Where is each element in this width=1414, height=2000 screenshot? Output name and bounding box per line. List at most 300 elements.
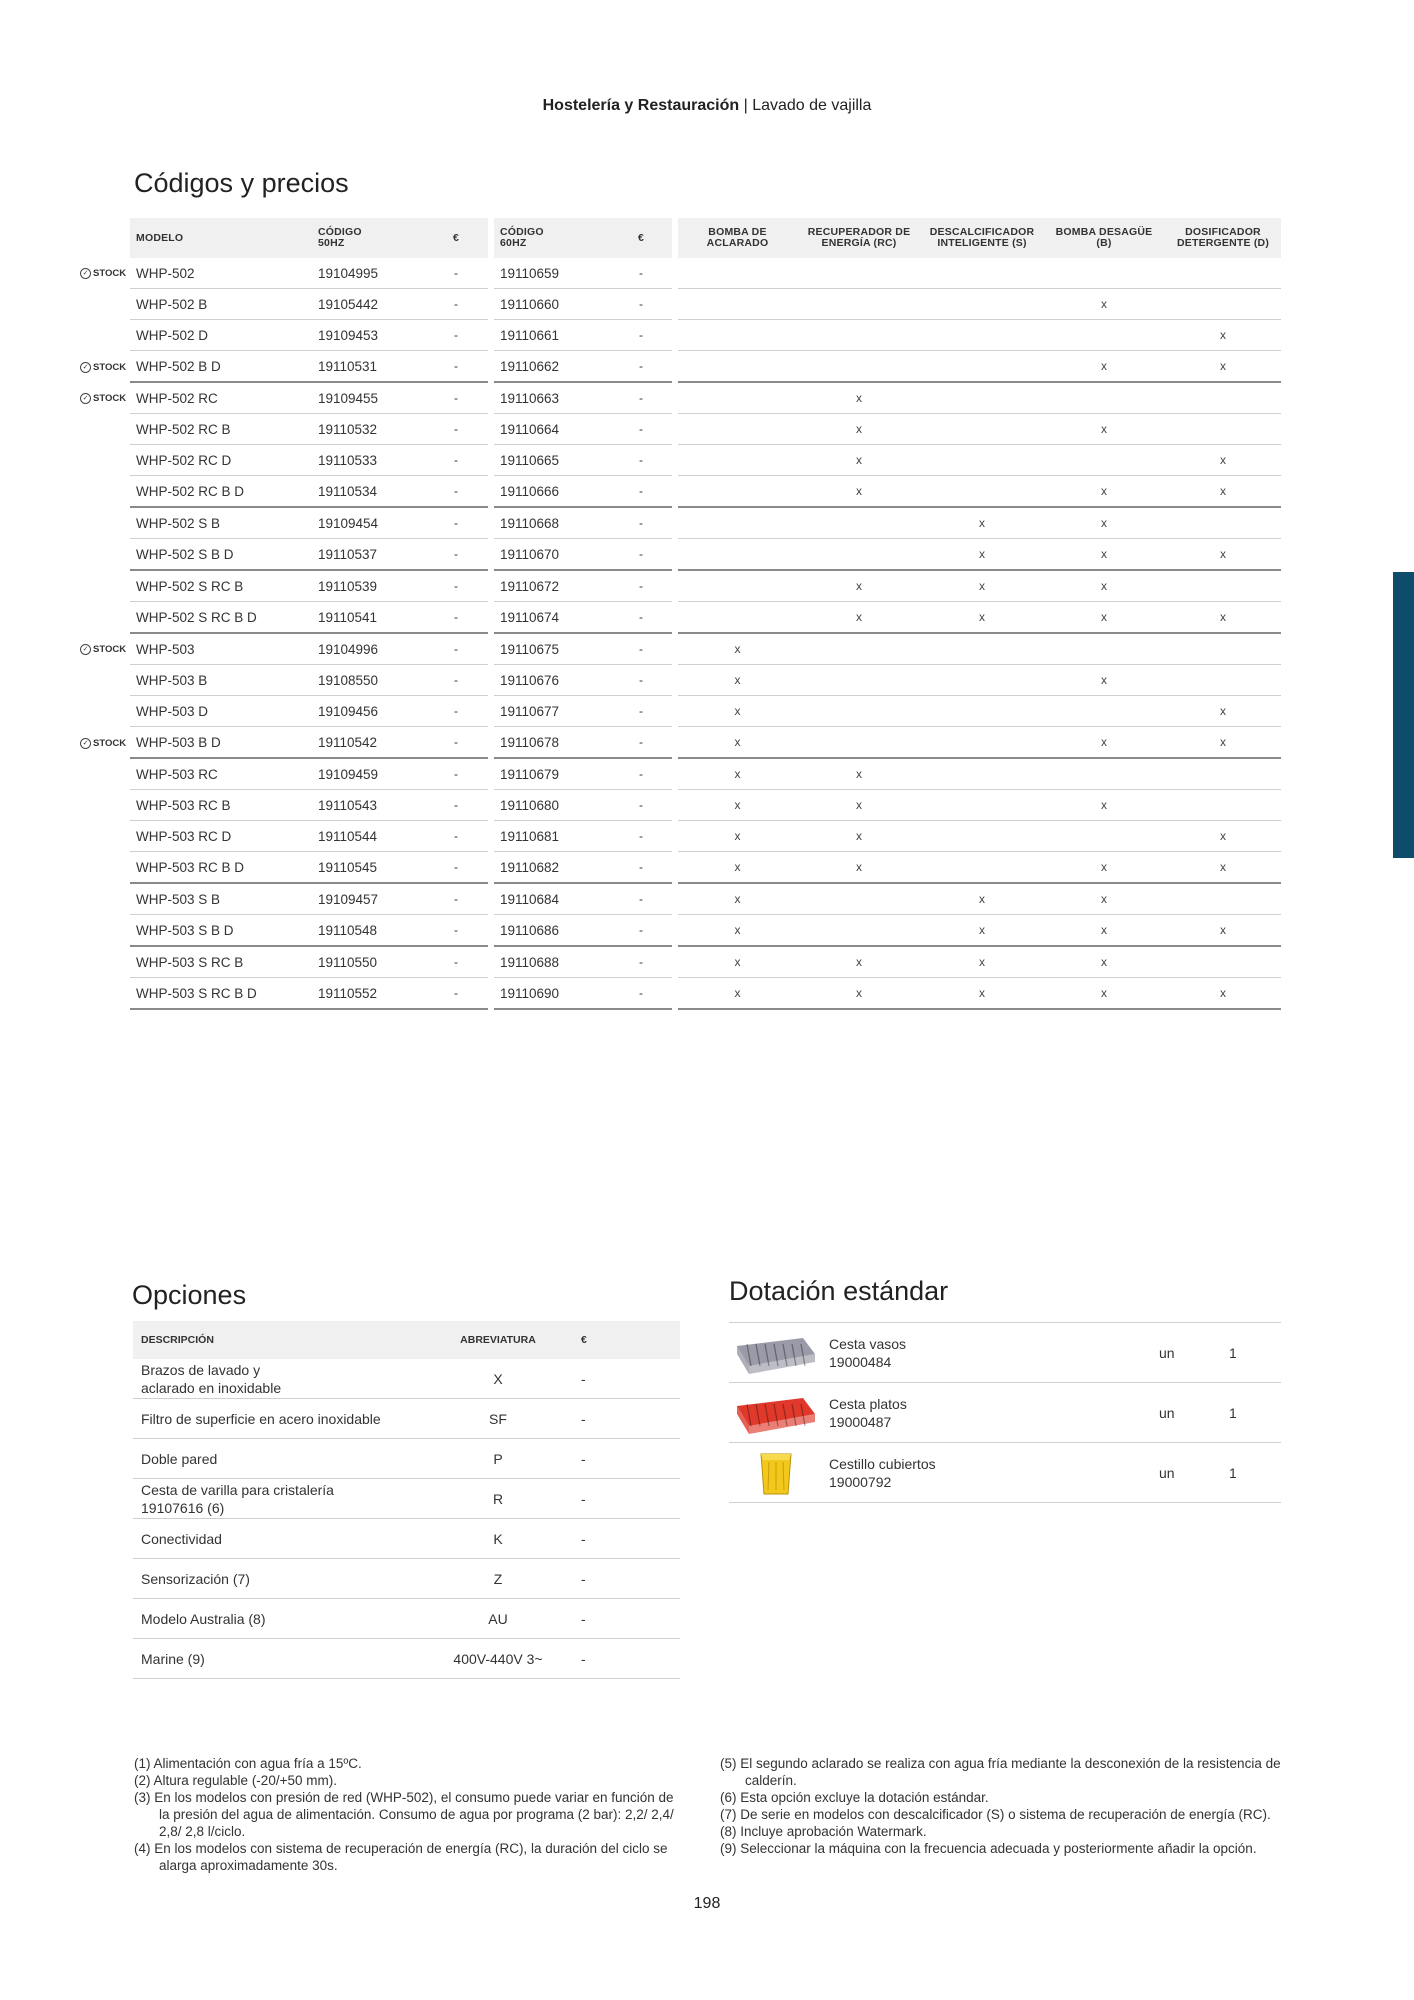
dotacion-qty: 1 [1225,1443,1281,1503]
code-50hz-cell: 19109459 [312,759,424,790]
model-cell: WHP-503 RC D [130,821,312,852]
col-codigo-50hz [312,218,424,258]
col-codigo-60hz [494,218,610,258]
s-mark [921,852,1043,884]
model-cell: WHP-502 S B [130,508,312,539]
option-description: Sensorización (7) [133,1559,423,1599]
header-section: Hostelería y Restauración [542,97,740,114]
model-cell: WHP-502 S RC B [130,571,312,602]
code-60hz-cell: 19110681 [494,821,610,852]
dotacion-unit: un [1155,1383,1225,1443]
b-mark [1043,634,1165,665]
d-mark: x [1165,351,1281,383]
table-row [130,665,1281,696]
rc-mark [797,258,921,289]
d-mark: x [1165,852,1281,884]
aclarado-mark: x [678,852,797,884]
code-60hz-cell: 19110668 [494,508,610,539]
dotacion-row [729,1443,1281,1503]
b-mark [1043,759,1165,790]
option-abbreviation: R [423,1479,573,1519]
b-mark: x [1043,602,1165,634]
b-mark: x [1043,915,1165,947]
s-mark: x [921,915,1043,947]
code-60hz-cell: 19110680 [494,790,610,821]
options-title: Opciones [132,1280,247,1310]
option-row [133,1599,680,1639]
code-60hz-cell: 19110666 [494,476,610,508]
b-mark: x [1043,351,1165,383]
dotacion-name: Cesta vasos [829,1335,907,1352]
options-table-body [133,1359,680,1679]
footnote: (6) Esta opción excluye la dotación estándar. [720,1790,989,1805]
code-50hz-cell: 19105442 [312,289,424,320]
table-row [130,759,1281,790]
price-60hz-cell: - [610,508,672,539]
price-60hz-cell: - [610,320,672,351]
aclarado-mark: x [678,821,797,852]
s-mark [921,634,1043,665]
code-50hz-cell: 19110537 [312,539,424,571]
dotacion-table-body [729,1323,1281,1503]
aclarado-mark: x [678,696,797,727]
s-mark [921,383,1043,414]
footnote: (2) Altura regulable (-20/+50 mm). [134,1773,337,1788]
s-mark [921,320,1043,351]
table-row [130,852,1281,884]
option-price: - [573,1599,680,1639]
model-cell: WHP-502 RC D [130,445,312,476]
model-cell: WHP-503 D [130,696,312,727]
b-mark: x [1043,571,1165,602]
aclarado-mark [678,539,797,571]
model-cell: WHP-503 B D [130,727,312,759]
price-50hz-cell: - [424,508,488,539]
price-60hz-cell: - [610,383,672,414]
footnotes-left [134,1755,686,1874]
aclarado-mark [678,383,797,414]
code-50hz-cell: 19110545 [312,852,424,884]
code-60hz-cell: 19110684 [494,884,610,915]
dotacion-qty: 1 [1225,1383,1281,1443]
table-row [130,978,1281,1010]
option-description: Doble pared [133,1439,423,1479]
option-row [133,1559,680,1599]
price-60hz-cell: - [610,665,672,696]
s-mark [921,476,1043,508]
code-60hz-cell: 19110660 [494,289,610,320]
b-mark: x [1043,790,1165,821]
glass-rack-icon [729,1323,825,1383]
option-description: Cesta de varilla para cristalería 19107616 (6) [133,1479,423,1519]
rc-mark [797,696,921,727]
d-mark [1165,884,1281,915]
code-60hz-cell: 19110670 [494,539,610,571]
model-cell: WHP-503 S B [130,884,312,915]
s-mark [921,289,1043,320]
d-mark: x [1165,476,1281,508]
code-60hz-cell: 19110659 [494,258,610,289]
rc-mark: x [797,759,921,790]
dotacion-row [729,1323,1281,1383]
col-descalcificador: DESCALCIFICADOR INTELIGENTE (S) [921,218,1043,258]
stock-badge [80,736,126,750]
code-60hz-cell: 19110686 [494,915,610,947]
d-mark: x [1165,915,1281,947]
footnote: (9) Seleccionar la máquina con la frecuencia adecuada y posteriormente añadir la opción. [720,1841,1257,1856]
code-50hz-cell: 19110543 [312,790,424,821]
price-60hz-cell: - [610,571,672,602]
col-descripcion: DESCRIPCIÓN [133,1321,423,1359]
price-50hz-cell: - [424,383,488,414]
price-60hz-cell: - [610,852,672,884]
b-mark: x [1043,289,1165,320]
table-row [130,602,1281,634]
model-cell: WHP-502 B [130,289,312,320]
d-mark: x [1165,978,1281,1010]
price-50hz-cell: - [424,727,488,759]
s-mark [921,759,1043,790]
option-abbreviation: 400V-440V 3~ [423,1639,573,1679]
rc-mark: x [797,571,921,602]
code-50hz-cell: 19110539 [312,571,424,602]
model-cell: WHP-503 [130,634,312,665]
s-mark: x [921,508,1043,539]
dotacion-row [729,1383,1281,1443]
aclarado-mark [678,320,797,351]
page-number: 198 [693,1895,721,1912]
table-row [130,634,1281,665]
header-subsection: Lavado de vajilla [752,97,872,114]
price-50hz-cell: - [424,445,488,476]
stock-label: STOCK [93,361,127,373]
aclarado-mark [678,258,797,289]
aclarado-mark [678,571,797,602]
footnote: (8) Incluye aprobación Watermark. [720,1824,927,1839]
price-60hz-cell: - [610,790,672,821]
s-mark: x [921,539,1043,571]
aclarado-mark [678,351,797,383]
option-description: Conectividad [133,1519,423,1559]
table-row [130,351,1281,383]
col-bomba-desague: BOMBA DESAGÜE (B) [1043,218,1165,258]
aclarado-mark: x [678,727,797,759]
d-mark [1165,665,1281,696]
option-row [133,1399,680,1439]
model-cell: WHP-502 RC [130,383,312,414]
option-abbreviation: X [423,1359,573,1399]
col-eur-60: € [610,218,672,258]
aclarado-mark [678,289,797,320]
aclarado-mark [678,414,797,445]
s-mark [921,258,1043,289]
codes-table-body [130,258,1281,1010]
page-header [0,97,1414,115]
price-50hz-cell: - [424,665,488,696]
code-50hz-cell: 19109457 [312,884,424,915]
stock-label: STOCK [93,644,127,655]
option-price: - [573,1439,680,1479]
option-description: Filtro de superficie en acero inoxidable [133,1399,423,1439]
code-50hz-cell: 19109456 [312,696,424,727]
rc-mark: x [797,476,921,508]
price-50hz-cell: - [424,790,488,821]
s-mark [921,351,1043,383]
table-row [130,445,1281,476]
aclarado-mark: x [678,884,797,915]
price-50hz-cell: - [424,539,488,571]
col-dosificador: DOSIFICADOR DETERGENTE (D) [1165,218,1281,258]
code-60hz-cell: 19110664 [494,414,610,445]
footnote: (5) El segundo aclarado se realiza con agua fría mediante la desconexión de la resistencia de calderín. [720,1756,1281,1788]
code-50hz-cell: 19110544 [312,821,424,852]
price-60hz-cell: - [610,414,672,445]
table-row [130,258,1281,289]
rc-mark [797,320,921,351]
rc-mark: x [797,852,921,884]
code-50hz-cell: 19110542 [312,727,424,759]
col-codigo-50hz-label: CÓDIGO 50HZ [318,226,362,249]
code-50hz-cell: 19110532 [312,414,424,445]
b-mark [1043,320,1165,351]
code-50hz-cell: 19110533 [312,445,424,476]
dotacion-item [825,1323,1155,1383]
options-table-header [133,1321,680,1359]
dotacion-item [825,1383,1155,1443]
rc-mark [797,634,921,665]
b-mark [1043,258,1165,289]
option-abbreviation: AU [423,1599,573,1639]
col-eur-50: € [424,218,488,258]
price-50hz-cell: - [424,759,488,790]
aclarado-mark [678,445,797,476]
price-50hz-cell: - [424,884,488,915]
option-description: Modelo Australia (8) [133,1599,423,1639]
s-mark [921,414,1043,445]
stock-label: STOCK [93,393,127,404]
table-row [130,821,1281,852]
plate-rack-icon [729,1383,825,1443]
dotacion-name: Cesta platos [829,1395,907,1412]
aclarado-mark: x [678,790,797,821]
table-row [130,383,1281,414]
stock-label: STOCK [93,268,127,279]
price-60hz-cell: - [610,759,672,790]
b-mark: x [1043,539,1165,571]
option-abbreviation: P [423,1439,573,1479]
rc-mark: x [797,821,921,852]
b-mark: x [1043,665,1165,696]
option-description: Marine (9) [133,1639,423,1679]
footnote: (4) En los modelos con sistema de recuperación de energía (RC), la duración del ciclo se alarga aproximadamente 30s. [134,1841,668,1873]
code-50hz-cell: 19109455 [312,383,424,414]
stock-label: STOCK [93,737,127,749]
d-mark: x [1165,445,1281,476]
stock-badge [80,643,126,657]
dotacion-name: Cestillo cubiertos [829,1455,936,1472]
model-cell: WHP-503 B [130,665,312,696]
option-price: - [573,1359,680,1399]
model-cell: WHP-503 RC B D [130,852,312,884]
option-row [133,1479,680,1519]
s-mark: x [921,978,1043,1010]
price-50hz-cell: - [424,947,488,978]
price-50hz-cell: - [424,289,488,320]
d-mark: x [1165,696,1281,727]
aclarado-mark [678,508,797,539]
option-abbreviation: SF [423,1399,573,1439]
rc-mark: x [797,978,921,1010]
price-50hz-cell: - [424,978,488,1010]
price-60hz-cell: - [610,947,672,978]
table-row [130,539,1281,571]
check-circle-icon: ✓ [80,738,91,749]
table-row [130,508,1281,539]
code-60hz-cell: 19110678 [494,727,610,759]
model-cell: WHP-502 B D [130,351,312,383]
model-cell: WHP-503 S RC B D [130,978,312,1010]
rc-mark: x [797,414,921,445]
option-price: - [573,1399,680,1439]
stock-badge [80,360,126,374]
price-50hz-cell: - [424,258,488,289]
table-row [130,790,1281,821]
table-row [130,571,1281,602]
option-row [133,1519,680,1559]
col-eur: € [573,1321,680,1359]
s-mark [921,665,1043,696]
check-circle-icon: ✓ [80,268,91,279]
s-mark: x [921,602,1043,634]
price-60hz-cell: - [610,634,672,665]
price-60hz-cell: - [610,351,672,383]
dotacion-code: 19000484 [829,1353,892,1370]
stock-badge [80,267,126,281]
col-codigo-60hz-label: CÓDIGO 60HZ [500,226,544,249]
code-60hz-cell: 19110661 [494,320,610,351]
d-mark: x [1165,727,1281,759]
s-mark [921,696,1043,727]
dotacion-unit: un [1155,1323,1225,1383]
price-60hz-cell: - [610,602,672,634]
s-mark [921,445,1043,476]
aclarado-mark: x [678,947,797,978]
s-mark [921,821,1043,852]
price-60hz-cell: - [610,915,672,947]
b-mark: x [1043,476,1165,508]
option-abbreviation: K [423,1519,573,1559]
b-mark: x [1043,852,1165,884]
aclarado-mark: x [678,978,797,1010]
price-50hz-cell: - [424,602,488,634]
price-60hz-cell: - [610,884,672,915]
d-mark [1165,759,1281,790]
dotacion-unit: un [1155,1443,1225,1503]
model-cell: WHP-502 D [130,320,312,351]
aclarado-mark: x [678,665,797,696]
d-mark [1165,508,1281,539]
aclarado-mark: x [678,759,797,790]
b-mark: x [1043,508,1165,539]
b-mark: x [1043,947,1165,978]
price-60hz-cell: - [610,821,672,852]
rc-mark: x [797,602,921,634]
rc-mark [797,351,921,383]
price-50hz-cell: - [424,634,488,665]
b-mark [1043,383,1165,414]
model-cell: WHP-503 RC [130,759,312,790]
table-row [130,476,1281,508]
section-side-tab [1393,572,1414,858]
price-50hz-cell: - [424,821,488,852]
price-60hz-cell: - [610,727,672,759]
option-price: - [573,1639,680,1679]
check-circle-icon: ✓ [80,393,91,404]
s-mark [921,790,1043,821]
rc-mark [797,289,921,320]
code-50hz-cell: 19109453 [312,320,424,351]
model-cell: WHP-502 RC B D [130,476,312,508]
code-60hz-cell: 19110690 [494,978,610,1010]
code-60hz-cell: 19110688 [494,947,610,978]
table-row [130,947,1281,978]
table-row [130,915,1281,947]
code-60hz-cell: 19110679 [494,759,610,790]
aclarado-mark: x [678,634,797,665]
price-50hz-cell: - [424,696,488,727]
price-60hz-cell: - [610,289,672,320]
option-abbreviation: Z [423,1559,573,1599]
aclarado-mark: x [678,915,797,947]
s-mark: x [921,947,1043,978]
price-60hz-cell: - [610,539,672,571]
option-row [133,1639,680,1679]
code-60hz-cell: 19110674 [494,602,610,634]
price-50hz-cell: - [424,915,488,947]
dotacion-item [825,1443,1155,1503]
rc-mark: x [797,445,921,476]
code-60hz-cell: 19110672 [494,571,610,602]
code-60hz-cell: 19110665 [494,445,610,476]
d-mark [1165,289,1281,320]
rc-mark [797,508,921,539]
check-circle-icon: ✓ [80,644,91,655]
option-price: - [573,1479,680,1519]
code-50hz-cell: 19104995 [312,258,424,289]
price-60hz-cell: - [610,696,672,727]
dotacion-code: 19000792 [829,1473,892,1490]
code-50hz-cell: 19110534 [312,476,424,508]
model-cell: WHP-503 RC B [130,790,312,821]
table-row [130,320,1281,351]
option-row [133,1439,680,1479]
code-60hz-cell: 19110676 [494,665,610,696]
model-cell: WHP-502 RC B [130,414,312,445]
b-mark: x [1043,884,1165,915]
code-60hz-cell: 19110662 [494,351,610,383]
d-mark [1165,634,1281,665]
b-mark: x [1043,414,1165,445]
table-row [130,696,1281,727]
rc-mark [797,727,921,759]
price-50hz-cell: - [424,320,488,351]
table-row [130,727,1281,759]
dotacion-table [729,1322,1281,1503]
cutlery-basket-icon [729,1443,825,1503]
stock-badge [80,392,126,406]
code-50hz-cell: 19109454 [312,508,424,539]
s-mark [921,727,1043,759]
